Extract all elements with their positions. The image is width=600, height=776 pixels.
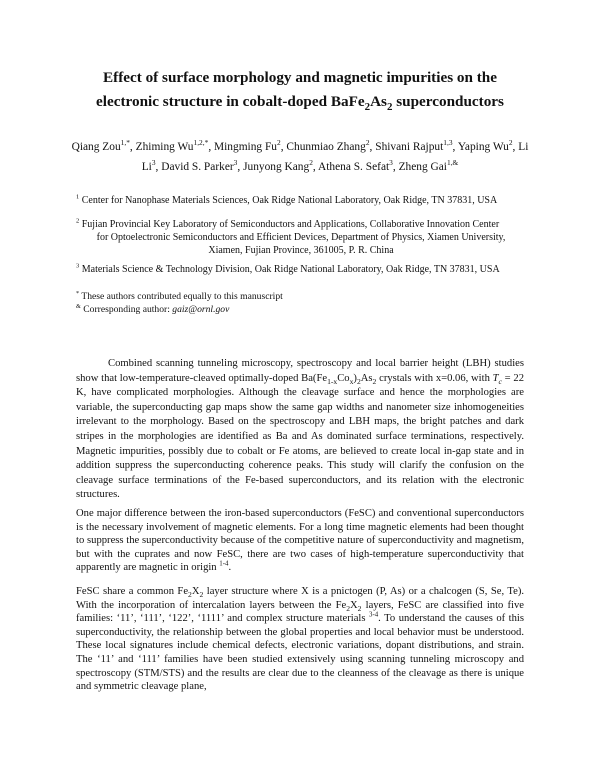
author-name: David S. Parker bbox=[161, 161, 234, 173]
affiliation-3 bbox=[76, 263, 500, 276]
author-affiliation-mark: 2 bbox=[508, 138, 513, 148]
paragraph-text: . To understand the causes of this superconductivity, the relationship between the global properties and local behavior must be understood. These local signatures include chemical defects, electronic variations, dopant distributions, and strain. The ‘11’ and ‘111’ families have been studied extensively using scanning tunneling microscopy and spectroscopy (STM/STS) and the results are clear due to the cleanness of the cleavage as there is unique and symmetric cleavage plane, bbox=[76, 613, 524, 693]
title-subscript: 2 bbox=[386, 101, 393, 114]
equal-contribution-note bbox=[76, 291, 283, 304]
affiliation-line: for Optoelectronic Semiconductors and Efficient Devices, Department of Physics, Xiamen University, bbox=[96, 232, 506, 243]
author bbox=[457, 138, 513, 153]
author-affiliation-mark: 2 bbox=[277, 138, 281, 148]
author-name: Zhiming Wu bbox=[135, 141, 194, 153]
footnotes bbox=[76, 291, 283, 316]
author-name: Athena S. Sefat bbox=[317, 161, 390, 173]
author-affiliation-mark: 2 bbox=[365, 138, 370, 148]
affiliation-text: Center for Nanophase Materials Sciences, Oak Ridge National Laboratory, Oak Ridge, TN 37831, USA bbox=[81, 195, 498, 206]
formula-subscript: 2 bbox=[357, 603, 362, 613]
author-list: Qiang Zou$^{1,*}$, Zhiming $Wu^{1,2,*}$, Mingming Fu$^2$, Chunmiao Zhang$^2$, Shivani Rajput$^{1,3}$, Yaping Wu$^2$, Li Li$^3$, David S. Parker$^3$, Junyong Kang$^2$, Athena S. Sefat$^3$, Zheng Gai$^{1,\&}$ bbox=[71, 138, 529, 173]
paragraph-text: One major difference between the iron-based superconductors (FeSC) and conventional superconductors is the necessary involvement of magnetic elements. For a long time magnetic elements had been thought to suppress the superconductivity because of the competitive nature of superconductivity and magnetism, but with the cuprates and now FeSC, there are two cases of high-temperature superconductivity that apparently are magnetic in origin bbox=[76, 508, 524, 574]
author-name: Chunmiao Zhang bbox=[286, 141, 366, 153]
author-affiliation-mark: 2 bbox=[309, 158, 313, 168]
paper-title bbox=[40, 66, 560, 114]
author-name: Mingming Fu bbox=[214, 141, 277, 153]
abstract-text: As bbox=[360, 372, 373, 384]
author-name: Qiang Zou bbox=[71, 141, 121, 153]
tc-symbol: T bbox=[492, 372, 499, 384]
affiliation-line bbox=[76, 218, 526, 231]
body-paragraph-1 bbox=[76, 507, 524, 575]
author-affiliation-mark: 3 bbox=[233, 158, 238, 168]
author-affiliation-mark: 1,* bbox=[120, 138, 130, 148]
author bbox=[317, 158, 393, 173]
author bbox=[161, 158, 238, 173]
title-text: superconductors bbox=[392, 93, 504, 110]
author-affiliation-mark: 3 bbox=[389, 158, 393, 168]
author-name: Yaping Wu bbox=[457, 141, 509, 153]
formula-subscript: 2 bbox=[372, 376, 377, 386]
paragraph-text: FeSC share a common Fe bbox=[76, 586, 189, 597]
note-mark: * bbox=[76, 289, 80, 297]
author bbox=[375, 138, 453, 153]
affiliation-line: Xiamen, Fujian Province, 361005, P. R. China bbox=[208, 245, 394, 256]
author-name: Shivani Rajput bbox=[375, 141, 444, 153]
affiliation-number: 2 bbox=[76, 217, 80, 225]
author-affiliation-mark: 1,& bbox=[446, 158, 459, 168]
note-text: Corresponding author: bbox=[83, 303, 173, 315]
affiliation-text: Fujian Provincial Key Laboratory of Semiconductors and Applications, Collaborative Innovation Center bbox=[81, 219, 500, 230]
abstract-text: = 22 K, have complicated morphologies. Although the cleavage surface and hence the morphologies are variable, the superconducting gap maps show the same gap widths and nanometer size inhomogeneities irrelevant to the morphology. Based on the spectroscopy and LBH maps, the bright patches and dark stripes in the morphologies are identified as Ba and As dominated surface terminations, respectively. Magnetic impurities, possibly due to cobalt or Fe atoms, are believed to create local in-gap state and in addition suppress the superconducting coherence peaks. This study will clarify the confusion on the cleavage surface terminations of the Fe-based superconductors, and its relation with the electronic structures. bbox=[76, 372, 524, 501]
title-line-1: Effect of surface morphology and magnetic impurities on the bbox=[103, 69, 497, 86]
formula-subscript: 2 bbox=[356, 376, 361, 386]
title-text: electronic structure in cobalt-doped BaFe bbox=[96, 93, 365, 110]
affiliation-2 bbox=[76, 218, 526, 257]
author-affiliation-mark: 3 bbox=[151, 158, 156, 168]
paragraph-text: X bbox=[350, 599, 358, 611]
paragraph-text: . bbox=[228, 562, 232, 574]
author bbox=[243, 158, 313, 173]
citation-ref[interactable]: 1-4 bbox=[219, 560, 229, 568]
abstract-text: ) bbox=[353, 372, 357, 384]
paragraph-text: layer structure where X is a pnictogen (P, As) or a chalcogen (S, Se, Te). With the incorporation of intercalation layers between the Fe bbox=[76, 586, 524, 611]
author-name: Junyong Kang bbox=[243, 161, 310, 173]
note-mark: & bbox=[76, 302, 81, 310]
corresponding-author-note bbox=[76, 304, 283, 317]
tc-subscript: c bbox=[498, 376, 502, 386]
author-affiliation-mark: 1,3 bbox=[443, 138, 453, 148]
email-link[interactable]: gaiz@ornl.gov bbox=[172, 303, 230, 315]
formula-subscript: 2 bbox=[199, 590, 204, 600]
author bbox=[135, 138, 209, 153]
affiliation-1 bbox=[76, 194, 497, 207]
abstract-text: crystals with x=0.06, with bbox=[376, 372, 493, 384]
formula-subscript: 2 bbox=[188, 590, 192, 600]
paragraph-text: layers, FeSC are classified into five families: ‘11’, ‘111’, ‘122’, ‘1111’ and complex structure materials bbox=[76, 599, 524, 625]
author bbox=[214, 138, 281, 153]
note-text: These authors contributed equally to this manuscript bbox=[81, 291, 283, 302]
formula-subscript: 1-x bbox=[327, 376, 338, 386]
formula-subscript: 2 bbox=[346, 603, 350, 613]
author bbox=[286, 138, 370, 153]
affiliation-text: Materials Science & Technology Division, Oak Ridge National Laboratory, Oak Ridge, TN 37831, USA bbox=[81, 264, 500, 275]
author-name: Zheng Gai bbox=[398, 161, 447, 173]
abstract-text: Combined scanning tunneling microscopy, spectroscopy and local barrier height (LBH) studies show that low-temperature-cleaved optimally-doped Ba(Fe bbox=[76, 358, 524, 384]
affiliation-number: 1 bbox=[76, 193, 80, 201]
author bbox=[398, 158, 459, 173]
author-name: Li Li bbox=[141, 141, 529, 173]
body-paragraph-2 bbox=[76, 585, 524, 694]
paragraph-text: X bbox=[191, 586, 200, 597]
citation-ref[interactable]: 3-4 bbox=[369, 611, 379, 619]
title-text: As bbox=[370, 93, 387, 110]
abstract bbox=[76, 357, 524, 503]
title-subscript: 2 bbox=[364, 101, 371, 114]
formula-subscript: x bbox=[349, 376, 354, 386]
title-line-2 bbox=[40, 90, 560, 114]
affiliation-number: 3 bbox=[76, 262, 80, 270]
abstract-text: Co bbox=[337, 372, 350, 384]
author bbox=[71, 138, 130, 153]
author-affiliation-mark: 1,2,* bbox=[193, 138, 209, 148]
